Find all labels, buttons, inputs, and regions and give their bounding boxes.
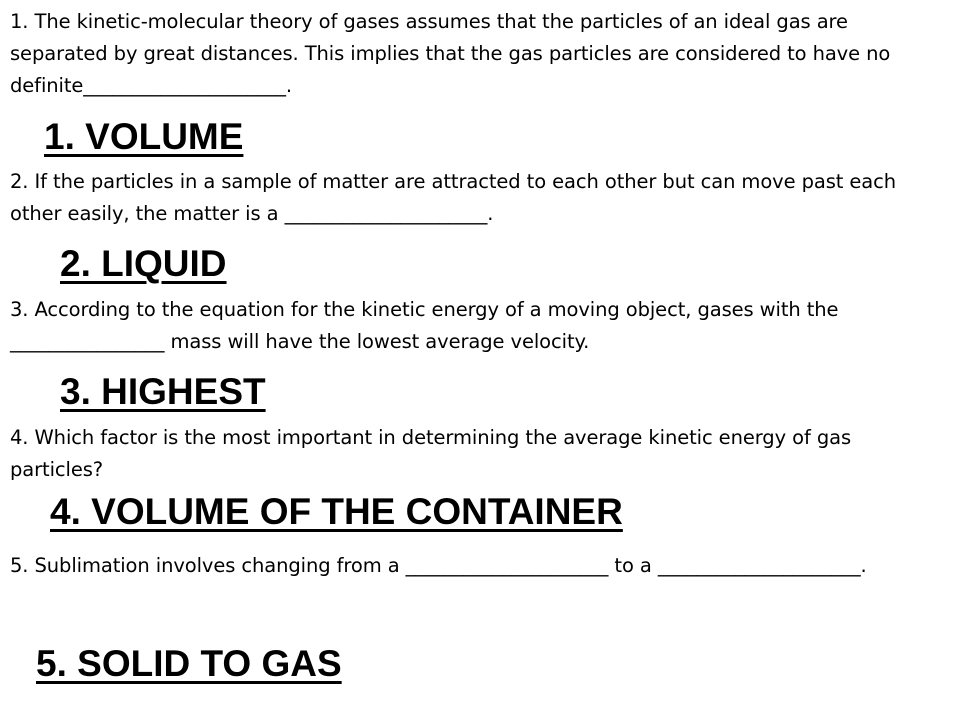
answer-2: 2. LIQUID: [60, 243, 227, 284]
answer-1: 1. VOLUME: [44, 116, 244, 157]
question-3-text: 3. According to the equation for the kinetic energy of a moving object, gases with the ________________ mass will have the lowest average velocity.: [10, 298, 839, 353]
answer-3: 3. HIGHEST: [60, 371, 266, 412]
question-1-text: 1. The kinetic-molecular theory of gases assumes that the particles of an ideal gas are separated by great distances. This implies that the gas particles are considered to have no definite_____________________.: [10, 10, 891, 97]
question-2-text: 2. If the particles in a sample of matter are attracted to each other but can move past each other easily, the matter is a _____________________.: [10, 170, 897, 225]
answer-4: 4. VOLUME OF THE CONTAINER: [50, 491, 623, 532]
question-5-text: 5. Sublimation involves changing from a _____________________ to a _____________________.: [10, 554, 867, 577]
answer-5: 5. SOLID TO GAS: [36, 643, 342, 684]
question-4-text: 4. Which factor is the most important in determining the average kinetic energy of gas particles?: [10, 426, 852, 481]
